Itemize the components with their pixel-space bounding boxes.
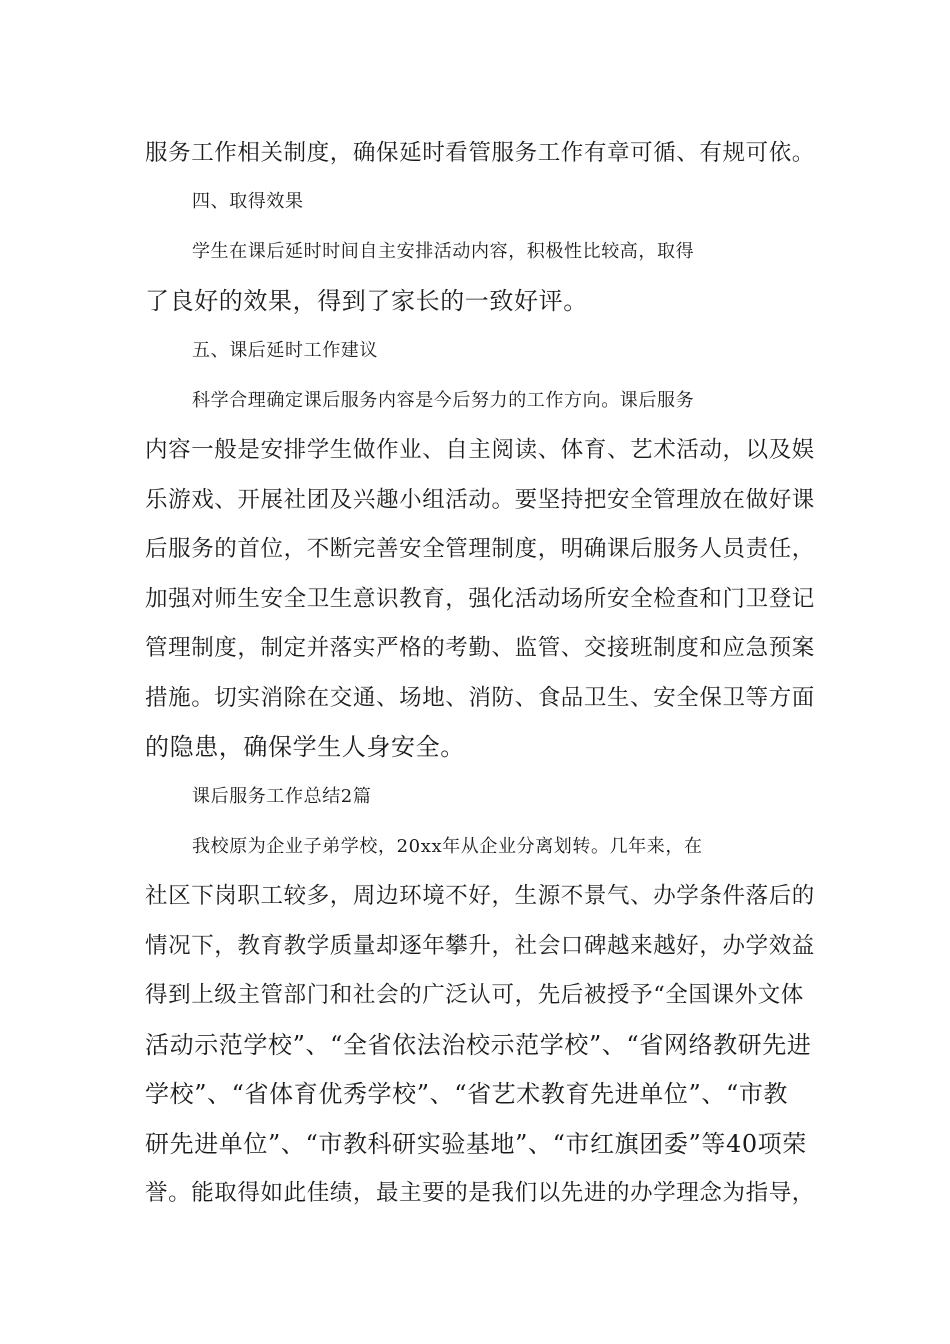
paragraph-line: 学校”、“省体育优秀学校”、“省艺术教育先进单位”、“市教 <box>145 1080 789 1108</box>
paragraph-line: 得到上级主管部门和社会的广泛认可，先后被授予“全国课外文体 <box>145 982 804 1008</box>
section-heading: 五、课后延时工作建议 <box>192 340 378 361</box>
paragraph-line: 誉。能取得如此佳绩，最主要的是我们以先进的办学理念为指导， <box>145 1180 815 1206</box>
paragraph-line: 情况下，教育教学质量却逐年攀升，社会口碑越来越好，办学效益 <box>145 933 815 959</box>
paragraph-line: 乐游戏、开展社团及兴趣小组活动。要坚持把安全管理放在做好课 <box>145 487 815 513</box>
paragraph-line: 活动示范学校”、“全省依法治校示范学校”、“省网络教研先进 <box>145 1031 812 1059</box>
paragraph-line: 社区下岗职工较多，周边环境不好，生源不景气、办学条件落后的 <box>145 883 815 909</box>
paragraph-line: 后服务的首位，不断完善安全管理制度，明确课后服务人员责任， <box>145 536 815 562</box>
paragraph-line: 服务工作相关制度，确保延时看管服务工作有章可循、有规可依。 <box>145 140 815 166</box>
paragraph-line: 学生在课后延时时间自主安排活动内容，积极性比较高，取得 <box>192 241 695 262</box>
paragraph-line: 科学合理确定课后服务内容是今后努力的工作方向。课后服务 <box>192 390 695 411</box>
paragraph-line: 加强对师生安全卫生意识教育，强化活动场所安全检查和门卫登记 <box>145 586 815 612</box>
paragraph-line: 的隐患，确保学生人身安全。 <box>145 733 465 761</box>
paragraph-line: 研先进单位”、“市教科研实验基地”、“市红旗团委”等40项荣 <box>145 1130 807 1158</box>
paragraph-line: 措施。切实消除在交通、场地、消防、食品卫生、安全保卫等方面 <box>145 685 815 711</box>
document-title: 课后服务工作总结2篇 <box>192 786 372 807</box>
paragraph-line: 管理制度，制定并落实严格的考勤、监管、交接班制度和应急预案 <box>145 635 815 661</box>
paragraph-line: 了良好的效果，得到了家长的一致好评。 <box>145 287 588 315</box>
paragraph-line: 我校原为企业子弟学校，20xx年从企业分离划转。几年来，在 <box>192 836 703 857</box>
section-heading: 四、取得效果 <box>192 191 304 212</box>
paragraph-line: 内容一般是安排学生做作业、自主阅读、体育、艺术活动，以及娱 <box>145 437 815 463</box>
